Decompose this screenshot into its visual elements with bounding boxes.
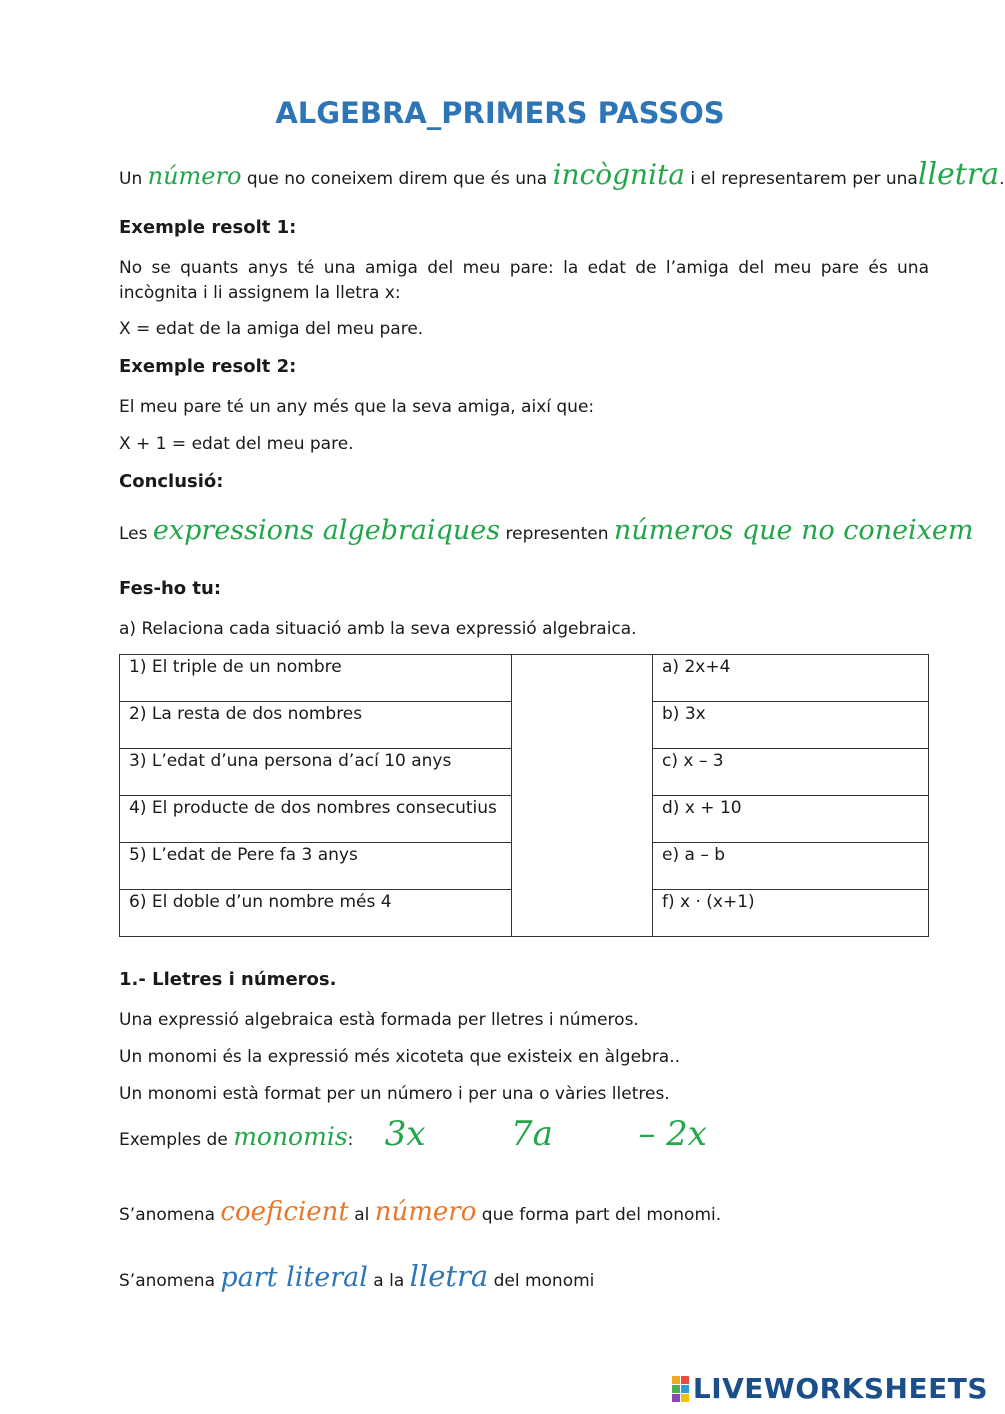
section1-paragraph-3: Un monomi està format per un número i per una o vàries lletres. [119,1084,670,1104]
situation-cell: 5) L’edat de Pere fa 3 anys [120,843,512,890]
intro-text-2: que no coneixem direm que és una [246,169,548,189]
situation-cell: 2) La resta de dos nombres [120,702,512,749]
match-drop-area[interactable] [512,655,653,937]
section1-heading: 1.- Lletres i números. [119,969,337,990]
examples-text-1: Exemples de [119,1130,228,1150]
section1-paragraph-1: Una expressió algebraica està formada per lletres i números. [119,1010,639,1030]
conclusion-heading: Conclusió: [119,471,224,492]
expression-cell: b) 3x [653,702,929,749]
example2-heading: Exemple resolt 2: [119,356,297,377]
expression-cell: f) x · (x+1) [653,890,929,937]
intro-text-3: i el representarem per una [690,169,918,189]
lit-highlight-lletra: lletra [409,1259,489,1293]
section1-paragraph-2: Un monomi és la expressió més xicoteta que existeix en àlgebra.. [119,1047,681,1067]
intro-line [119,157,1005,192]
exercise-instruction: a) Relaciona cada situació amb la seva expressió algebraica. [119,619,637,639]
situation-cell: 1) El triple de un nombre [120,655,512,702]
coef-text-1: S’anomena [119,1205,215,1225]
example1-heading: Exemple resolt 1: [119,217,297,238]
coef-highlight-numero: número [374,1197,477,1227]
situation-cell: 3) L’edat d’una persona d’ací 10 anys [120,749,512,796]
coef-text-2: al [354,1205,370,1225]
example1-equation: X = edat de la amiga del meu pare. [119,319,424,339]
intro-text-1: Un [119,169,143,189]
monomial-example: – 2x [638,1114,707,1154]
expression-cell: d) x + 10 [653,796,929,843]
coef-text-3: que forma part del monomi. [481,1205,722,1225]
intro-highlight-incognita: incògnita [552,158,685,191]
conclusion-highlight-1: expressions algebraiques [152,515,501,546]
example2-equation: X + 1 = edat del meu pare. [119,434,354,454]
examples-highlight-monomis: monomis [233,1122,348,1151]
conclusion-highlight-2: números que no coneixem [613,515,974,546]
exercise-heading: Fes-ho tu: [119,578,222,599]
page-title: ALGEBRA_PRIMERS PASSOS [275,96,725,130]
examples-text-2: : [347,1130,354,1150]
monomial-examples-line [119,1114,707,1154]
brand-name: LIVEWORKSHEETS [692,1372,988,1405]
situation-cell: 6) El doble d’un nombre més 4 [120,890,512,937]
matching-table [119,654,929,937]
monomial-example: 3x [384,1114,426,1154]
liveworksheets-brand[interactable] [672,1372,988,1405]
conclusion-line [119,515,974,547]
situation-cell: 4) El producte de dos nombres consecutius [120,796,512,843]
table-row [120,655,929,702]
expression-cell: e) a – b [653,843,929,890]
conclusion-text-1: Les [119,524,148,544]
expression-cell: a) 2x+4 [653,655,929,702]
lit-text-3: del monomi [493,1271,595,1291]
intro-highlight-numero: número [147,162,242,190]
coefficient-line [119,1197,722,1228]
intro-text-4: . [999,169,1005,189]
expression-cell: c) x – 3 [653,749,929,796]
literal-part-line [119,1259,595,1294]
conclusion-text-2: representen [505,524,609,544]
lit-text-2: a la [373,1271,405,1291]
coef-highlight-coeficient: coeficient [220,1197,349,1227]
intro-highlight-lletra: lletra [917,157,1000,192]
monomial-example: 7a [511,1114,553,1154]
brand-logo-icon [672,1376,689,1402]
example2-paragraph: El meu pare té un any més que la seva amiga, així que: [119,397,595,417]
lit-highlight-part-literal: part literal [220,1262,368,1293]
example1-paragraph: No se quants anys té una amiga del meu pare: la edat de l’amiga del meu pare és una incògnita i li assignem la lletra x: [119,258,929,303]
lit-text-1: S’anomena [119,1271,215,1291]
